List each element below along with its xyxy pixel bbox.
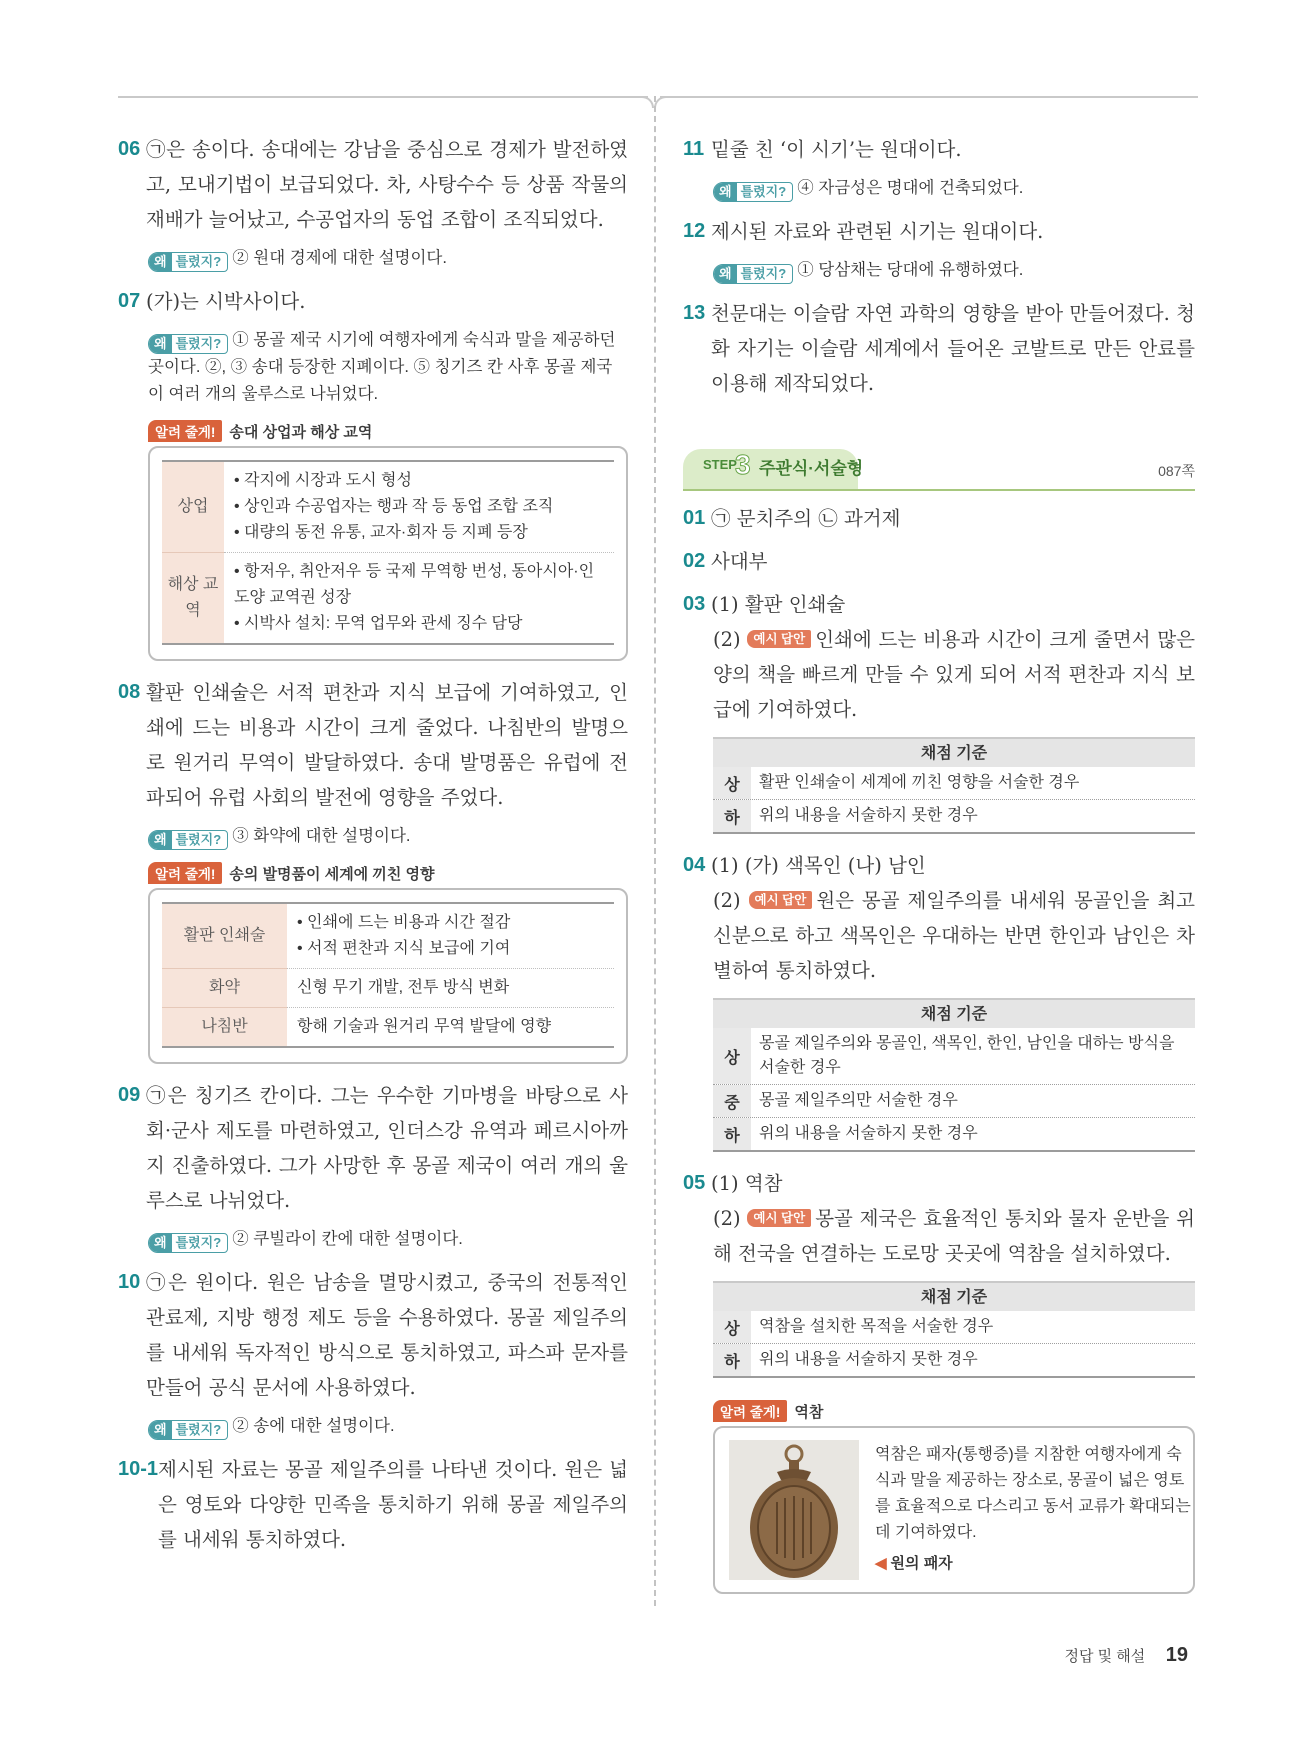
- question-number: 06: [118, 138, 141, 160]
- page-footer: [1065, 1644, 1189, 1667]
- answer-text: (가)는 시박사이다.: [146, 290, 306, 313]
- step-label: STEP: [703, 457, 737, 472]
- step-number: 3: [735, 449, 751, 480]
- why-wrong-text: ① 몽골 제국 시기에 여행자에게 숙식과 말을 제공하던 곳이다. ②, ③ 송대 등장한 지폐이다. ⑤ 칭기즈 칸 사후 몽골 제국이 여러 개의 울루스로 나뉘었다.: [148, 331, 616, 403]
- question-number: 13: [683, 302, 706, 324]
- row-item: • 상인과 수공업자는 행과 작 등 동업 조합 조직: [234, 498, 554, 515]
- grading-row: [713, 1118, 1195, 1152]
- paiza-medallion-icon: [729, 1440, 859, 1580]
- answer-05: [683, 1166, 1195, 1201]
- sub-text: 몽골 제국은 효율적인 통치와 물자 운반을 위해 전국을 연결하는 도로망 곳곳에 역참을 설치하였다.: [713, 1207, 1195, 1265]
- grading-criteria: [713, 737, 1195, 834]
- badge-t: 틀렸지?: [175, 1422, 222, 1437]
- why-wrong-note: [148, 823, 628, 850]
- step-rule: [683, 489, 1195, 491]
- tip-title: 송의 발명품이 세계에 끼친 영향: [229, 865, 435, 883]
- badge-t: 틀렸지?: [740, 184, 787, 199]
- why-wrong-note: [148, 327, 628, 408]
- answer-text: (1) (가) 색목인 (나) 남인: [711, 854, 926, 877]
- why-wrong-text: ② 송에 대한 설명이다.: [232, 1417, 395, 1435]
- why-wrong-badge: [713, 182, 793, 202]
- badge-w: 왜: [149, 335, 172, 353]
- why-wrong-badge: [148, 334, 228, 354]
- row-content: [287, 969, 614, 1008]
- question-number: 02: [683, 550, 706, 572]
- badge-t: 틀렸지?: [740, 266, 787, 281]
- example-answer-badge: 예시 답안: [749, 891, 813, 909]
- example-answer-badge: 예시 답안: [747, 630, 811, 648]
- row-item: • 대량의 동전 유통, 교자·회자 등 지폐 등장: [234, 524, 528, 541]
- grade-value: 위의 내용을 서술하지 못한 경우: [759, 807, 978, 824]
- grading-criteria: [713, 998, 1195, 1152]
- table-row: [162, 553, 614, 645]
- tip-box-song-commerce: [148, 446, 628, 661]
- why-wrong-badge: [148, 252, 228, 272]
- answer-text: 제시된 자료와 관련된 시기는 원대이다.: [711, 220, 1044, 243]
- badge-t: 틀렸지?: [175, 254, 222, 269]
- right-column: [683, 132, 1195, 1594]
- grading-row: [713, 1028, 1195, 1085]
- badge-w: 왜: [714, 183, 737, 201]
- tip-title: 송대 상업과 해상 교역: [229, 423, 373, 441]
- why-wrong-text: ④ 자금성은 명대에 건축되었다.: [797, 179, 1024, 197]
- answer-text: 활판 인쇄술은 서적 편찬과 지식 보급에 기여하였고, 인쇄에 드는 비용과 시간이 크게 줄었다. 나침반의 발명으로 원거리 무역이 발달하였다. 송대 발명품은 유럽에 전파되어 유럽 사회의 발전에 영향을 주었다.: [146, 681, 628, 809]
- row-content: [287, 1008, 614, 1048]
- step3-header: [683, 449, 1195, 491]
- badge-w: 왜: [149, 253, 172, 271]
- row-content: [224, 461, 614, 553]
- question-number: 08: [118, 681, 141, 703]
- tip-header: [148, 862, 628, 884]
- sub-text: 원은 몽골 제일주의를 내세워 몽골인을 최고 신분으로 하고 색목인은 우대하는 반면 한인과 남인은 차별하여 통치하였다.: [713, 889, 1195, 982]
- page-number: 19: [1165, 1644, 1188, 1666]
- grading-row: [713, 767, 1195, 800]
- grade-value: 위의 내용을 서술하지 못한 경우: [759, 1351, 978, 1368]
- grade-key: 상: [713, 1028, 751, 1084]
- step-title: 주관식·서술형: [759, 459, 864, 478]
- grade-key: 하: [713, 800, 751, 832]
- row-head: 활판 인쇄술: [162, 903, 287, 969]
- question-13: [683, 296, 1195, 401]
- why-wrong-note: [713, 175, 1195, 202]
- tip-label: 알려 줄게!: [148, 420, 222, 442]
- why-wrong-note: [148, 245, 628, 272]
- question-number: 09: [118, 1084, 141, 1106]
- caption-text: 원의 패자: [890, 1555, 953, 1572]
- example-answer-badge: 예시 답안: [747, 1209, 811, 1227]
- row-head: 화약: [162, 969, 287, 1008]
- why-wrong-text: ③ 화약에 대한 설명이다.: [232, 827, 411, 845]
- badge-w: 왜: [714, 265, 737, 283]
- tip-box-yeokcham: [713, 1426, 1195, 1594]
- footer-label: 정답 및 해설: [1064, 1648, 1146, 1665]
- question-10: [118, 1265, 628, 1405]
- why-wrong-note: [148, 1413, 628, 1440]
- grading-title: 채점 기준: [713, 737, 1195, 767]
- table-row: [162, 969, 614, 1008]
- tip-table: [162, 902, 614, 1048]
- top-rule-left: [118, 96, 648, 98]
- question-number: 07: [118, 290, 141, 312]
- badge-t: 틀렸지?: [175, 832, 222, 847]
- paiza-medallion-image: [729, 1440, 859, 1580]
- question-number: 01: [683, 507, 706, 529]
- grading-title: 채점 기준: [713, 998, 1195, 1028]
- grading-row: [713, 1344, 1195, 1378]
- answer-text: ㉠은 원이다. 원은 남송을 멸망시켰고, 중국의 전통적인 관료제, 지방 행정 제도 등을 수용하였다. 몽골 제일주의를 내세워 독자적인 방식으로 통치하였고, 파스파 문자를 만들어 공식 문서에 사용하였다.: [146, 1271, 628, 1399]
- badge-w: 왜: [149, 1234, 172, 1252]
- row-item: • 시박사 설치: 무역 업무와 관세 징수 담당: [234, 615, 523, 632]
- tip-box-song-inventions: [148, 888, 628, 1064]
- answer-01: [683, 501, 1195, 536]
- why-wrong-note: [148, 1226, 628, 1253]
- grade-key: 하: [713, 1118, 751, 1150]
- answer-text: 사대부: [711, 550, 768, 573]
- grade-value: 몽골 제일주의만 서술한 경우: [759, 1092, 958, 1109]
- row-head: 해상 교역: [162, 553, 224, 645]
- question-number: 05: [683, 1172, 706, 1194]
- why-wrong-badge: [148, 1420, 228, 1440]
- sub-text: 인쇄에 드는 비용과 시간이 크게 줄면서 많은 양의 책을 빠르게 만들 수 있게 되어 서적 편찬과 지식 보급에 기여하였다.: [713, 628, 1195, 721]
- row-head: 나침반: [162, 1008, 287, 1048]
- row-item: • 인쇄에 드는 비용과 시간 절감: [297, 914, 511, 931]
- answer-text: 밑줄 친 ‘이 시기’는 원대이다.: [711, 138, 962, 161]
- why-wrong-text: ① 당삼채는 당대에 유행하였다.: [797, 261, 1024, 279]
- grading-row: [713, 800, 1195, 834]
- grade-value: 위의 내용을 서술하지 못한 경우: [759, 1125, 978, 1142]
- tip-label: 알려 줄게!: [713, 1400, 787, 1422]
- why-wrong-badge: [713, 264, 793, 284]
- tip-table: [162, 460, 614, 645]
- why-wrong-text: ② 쿠빌라이 칸에 대한 설명이다.: [232, 1230, 463, 1248]
- answer-text: ㉠은 칭기즈 칸이다. 그는 우수한 기마병을 바탕으로 사회·군사 제도를 마련하였고, 인더스강 유역과 페르시아까지 진출하였다. 그가 사망한 후 몽골 제국이 여러 개의 울루스로 나뉘었다.: [146, 1084, 628, 1212]
- grading-criteria: [713, 1281, 1195, 1378]
- grading-row: [713, 1311, 1195, 1344]
- question-11: [683, 132, 1195, 167]
- image-caption: [875, 1552, 953, 1573]
- answer-text: ㉠ 문치주의 ㉡ 과거제: [711, 507, 901, 530]
- caption-mark: ◀: [875, 1555, 887, 1572]
- grade-value: 활판 인쇄술이 세계에 끼친 영향을 서술한 경우: [759, 774, 1080, 791]
- question-07: [118, 284, 628, 319]
- tip-header: [148, 420, 628, 442]
- example-answer: [683, 1201, 1195, 1271]
- answer-text: 제시된 자료는 몽골 제일주의를 나타낸 것이다. 원은 넓은 영토와 다양한 민족을 통치하기 위해 몽골 제일주의를 내세워 통치하였다.: [158, 1458, 628, 1551]
- question-number: 04: [683, 854, 706, 876]
- left-column: [118, 132, 628, 1565]
- question-10-1: [118, 1452, 628, 1557]
- why-wrong-note: [713, 257, 1195, 284]
- row-head: 상업: [162, 461, 224, 553]
- answer-text: 천문대는 이슬람 자연 과학의 영향을 받아 만들어졌다. 청화 자기는 이슬람 세계에서 들어온 코발트로 만든 안료를 이용해 제작되었다.: [711, 302, 1195, 395]
- sub-prefix: (2): [713, 628, 741, 651]
- question-06: [118, 132, 628, 237]
- row-content: [224, 553, 614, 645]
- answer-02: [683, 544, 1195, 579]
- sub-prefix: (2): [713, 889, 741, 912]
- why-wrong-badge: [148, 1233, 228, 1253]
- question-12: [683, 214, 1195, 249]
- row-item: • 항저우, 취안저우 등 국제 무역항 번성, 동아시아·인도양 교역권 성장: [234, 563, 595, 606]
- rule-corner-left: [642, 96, 654, 108]
- answer-text: ㉠은 송이다. 송대에는 강남을 중심으로 경제가 발전하였고, 모내기법이 보급되었다. 차, 사탕수수 등 상품 작물의 재배가 늘어났고, 수공업자의 동업 조합이 조직되었다.: [146, 138, 628, 231]
- row-item: • 각지에 시장과 도시 형성: [234, 472, 412, 489]
- grading-title: 채점 기준: [713, 1281, 1195, 1311]
- step-page-ref: 087쪽: [1158, 463, 1195, 479]
- table-row: [162, 461, 614, 553]
- question-number: 12: [683, 220, 706, 242]
- question-number: 11: [683, 138, 705, 160]
- row-item: 항해 기술과 원거리 무역 발달에 영향: [297, 1018, 552, 1035]
- grade-value: 몽골 제일주의와 몽골인, 색목인, 한인, 남인을 대하는 방식을 서술한 경우: [759, 1035, 1175, 1076]
- grade-key: 중: [713, 1085, 751, 1117]
- example-answer: [683, 622, 1195, 727]
- table-row: [162, 903, 614, 969]
- question-number: 10: [118, 1271, 141, 1293]
- sub-prefix: (2): [713, 1207, 741, 1230]
- row-item: • 서적 편찬과 지식 보급에 기여: [297, 940, 511, 957]
- question-number: 10-1: [118, 1458, 159, 1480]
- answer-text: (1) 활판 인쇄술: [711, 593, 846, 616]
- top-rule-right: [660, 96, 1198, 98]
- grade-value: 역참을 설치한 목적을 서술한 경우: [759, 1318, 994, 1335]
- question-number: 03: [683, 593, 706, 615]
- row-content: [287, 903, 614, 969]
- grading-row: [713, 1085, 1195, 1118]
- example-answer: [683, 883, 1195, 988]
- tip-text: 역참은 패자(통행증)를 지참한 여행자에게 숙식과 말을 제공하는 장소로, 몽골이 넓은 영토를 효율적으로 다스리고 동서 교류가 확대되는 데 기여하였다.: [875, 1446, 1191, 1541]
- answer-text: (1) 역참: [711, 1172, 783, 1195]
- badge-t: 틀렸지?: [175, 336, 222, 351]
- badge-w: 왜: [149, 831, 172, 849]
- badge-w: 왜: [149, 1421, 172, 1439]
- why-wrong-text: ② 원대 경제에 대한 설명이다.: [232, 249, 447, 267]
- tip-header: [713, 1400, 1195, 1422]
- tip-label: 알려 줄게!: [148, 862, 222, 884]
- grade-key: 상: [713, 1311, 751, 1343]
- row-item: 신형 무기 개발, 전투 방식 변화: [297, 979, 510, 996]
- answer-03: [683, 587, 1195, 622]
- column-divider: [654, 96, 656, 1606]
- grade-key: 하: [713, 1344, 751, 1376]
- question-08: [118, 675, 628, 815]
- badge-t: 틀렸지?: [175, 1235, 222, 1250]
- tip-title: 역참: [794, 1403, 824, 1421]
- question-09: [118, 1078, 628, 1218]
- answer-04: [683, 848, 1195, 883]
- why-wrong-badge: [148, 830, 228, 850]
- table-row: [162, 1008, 614, 1048]
- grade-key: 상: [713, 767, 751, 799]
